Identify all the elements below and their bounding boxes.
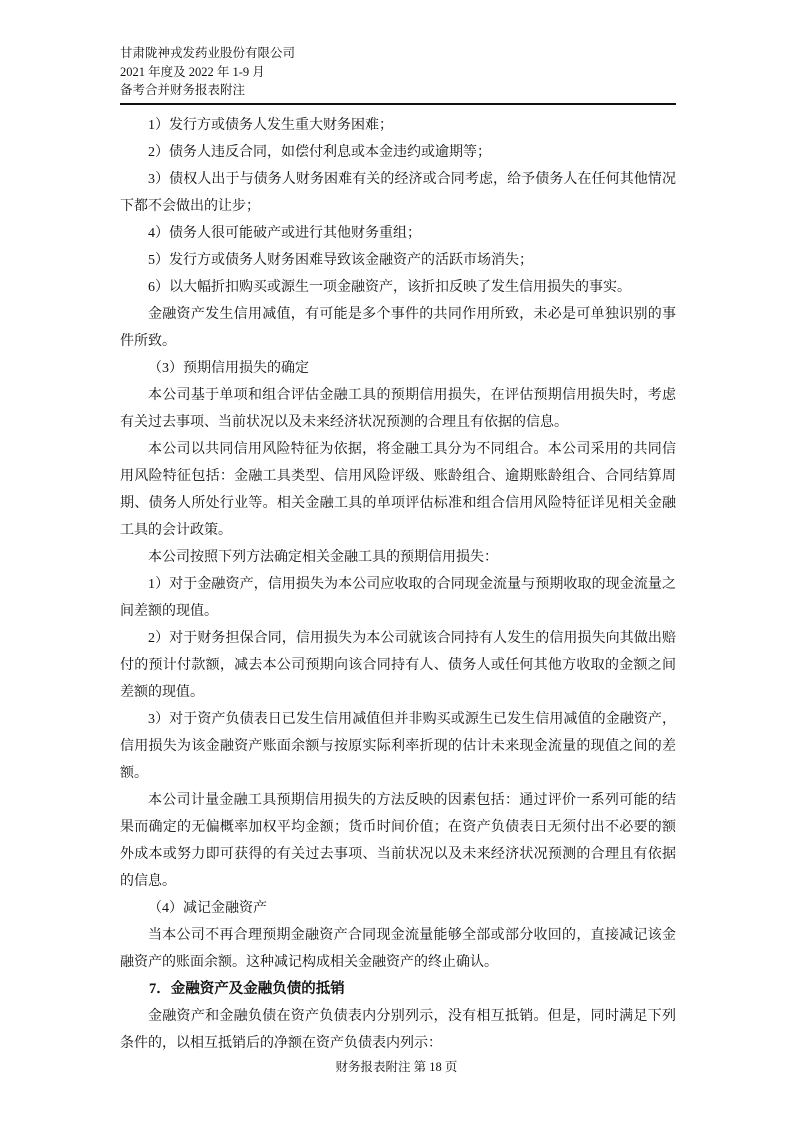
body-paragraph: 6）以大幅折扣购买或源生一项金融资产，该折扣反映了发生信用损失的事实。: [148, 279, 631, 295]
header-divider-rule: [120, 103, 676, 105]
body-paragraph: 3）对于资产负债表日已发生信用减值但并非购买或源生已发生信用减值的金融资产，信用损失为该金融资产账面余额与按原实际利率折现的估计未来现金流量的现值之间的差额。: [120, 711, 676, 781]
document-body: [120, 112, 676, 1057]
body-paragraph: 金融资产发生信用减值，有可能是多个事件的共同作用所致，未必是可单独识别的事件所致。: [120, 306, 676, 349]
body-paragraph: 5）发行方或债务人财务困难导致该金融资产的活跃市场消失；: [148, 252, 533, 268]
page-footer: [0, 1057, 793, 1122]
page-header: [120, 44, 676, 105]
body-paragraph: （4）减记金融资产: [148, 900, 267, 916]
body-paragraph: 1）发行方或债务人发生重大财务困难；: [148, 117, 393, 133]
body-paragraph: 本公司计量金融工具预期信用损失的方法反映的因素包括：通过评价一系列可能的结果而确定的无偏概率加权平均金额；货币时间价值；在资产负债表日无须付出不必要的额外成本或努力即可获得的有关过去事项、当前状况以及未来经济状况预测的合理且有依据的信息。: [120, 792, 676, 889]
body-paragraph: 本公司以共同信用风险特征为依据，将金融工具分为不同组合。本公司采用的共同信用风险特征包括：金融工具类型、信用风险评级、账龄组合、逾期账龄组合、合同结算周期、债务人所处行业等。相关金融工具的单项评估标准和组合信用风险特征详见相关金融工具的会计政策。: [120, 441, 676, 538]
body-paragraph: 金融资产和金融负债在资产负债表内分别列示，没有相互抵销。但是，同时满足下列条件的，以相互抵销后的净额在资产负债表内列示：: [120, 1008, 676, 1051]
footer-page-label: 财务报表附注 第 18 页: [335, 1059, 458, 1074]
body-paragraph: 本公司按照下列方法确定相关金融工具的预期信用损失：: [148, 549, 498, 565]
body-paragraph: 当本公司不再合理预期金融资产合同现金流量能够全部或部分收回的，直接减记该金融资产的账面余额。这种减记构成相关金融资产的终止确认。: [120, 927, 676, 970]
header-report-period: 2021 年度及 2022 年 1-9 月: [120, 64, 265, 79]
body-paragraph: （3）预期信用损失的确定: [148, 360, 309, 376]
body-paragraph: 3）债权人出于与债务人财务困难有关的经济或合同考虑，给予债务人在任何其他情况下都不会做出的让步；: [120, 171, 676, 214]
section-heading: 7．金融资产及金融负债的抵销: [149, 980, 345, 997]
body-paragraph: 本公司基于单项和组合评估金融工具的预期信用损失，在评估预期信用损失时，考虑有关过去事项、当前状况以及未来经济状况预测的合理且有依据的信息。: [120, 387, 676, 430]
header-document-title: 备考合并财务报表附注: [120, 83, 246, 97]
header-company-name: 甘肃陇神戎发药业股份有限公司: [120, 46, 296, 60]
body-paragraph: 1）对于金融资产，信用损失为本公司应收取的合同现金流量与预期收取的现金流量之间差额的现值。: [120, 576, 676, 619]
body-paragraph: 2）对于财务担保合同，信用损失为本公司就该合同持有人发生的信用损失向其做出赔付的预计付款额，减去本公司预期向该合同持有人、债务人或任何其他方收取的金额之间差额的现值。: [120, 630, 676, 700]
body-paragraph: 4）债务人很可能破产或进行其他财务重组；: [148, 225, 421, 241]
body-paragraph: 2）债务人违反合同，如偿付利息或本金违约或逾期等；: [148, 144, 491, 160]
